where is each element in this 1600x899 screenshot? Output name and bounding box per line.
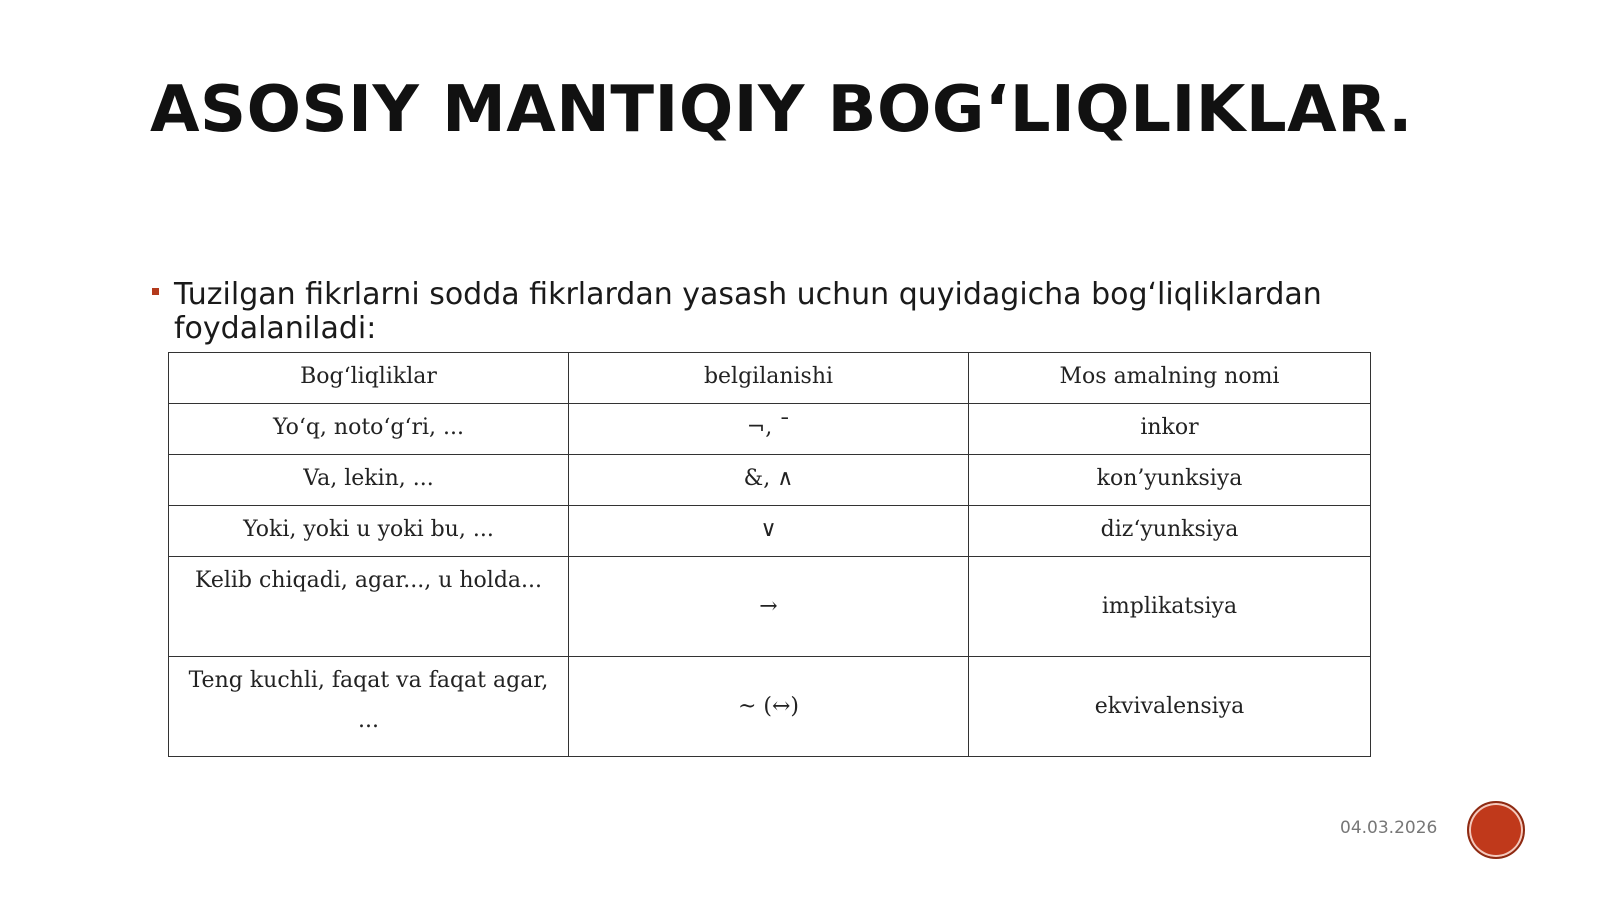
table-cell: implikatsiya — [969, 557, 1371, 657]
table-header-row — [169, 353, 1371, 404]
slide-title: ASOSIY MANTIQIY BOG‘LIQLIKLAR. — [150, 73, 1413, 147]
bullet-text: Tuzilgan fikrlarni sodda fikrlardan yasash uchun quyidagicha bog‘liqliklardan foydalaniladi: — [174, 277, 1322, 346]
table-cell: ~ (↔) — [569, 657, 969, 757]
table-cell: ¬, ¯ — [569, 404, 969, 455]
footer-date: 04.03.2026 — [1340, 818, 1438, 838]
bullet-item — [152, 278, 1402, 346]
table-cell: inkor — [969, 404, 1371, 455]
table-cell: Kelib chiqadi, agar..., u holda... — [169, 557, 569, 657]
table-cell: Teng kuchli, faqat va faqat agar, ... — [169, 657, 569, 757]
table-cell: Yo‘q, noto‘g‘ri, ... — [169, 404, 569, 455]
table-row — [169, 404, 1371, 455]
table-cell: &, ∧ — [569, 455, 969, 506]
connectives-table — [168, 352, 1371, 757]
table-cell: ∨ — [569, 506, 969, 557]
table-header-cell: belgilanishi — [569, 353, 969, 404]
bullet-marker-icon — [152, 288, 159, 295]
table-cell: Va, lekin, ... — [169, 455, 569, 506]
table-cell: Yoki, yoki u yoki bu, ... — [169, 506, 569, 557]
slide-number-circle — [1467, 801, 1525, 859]
table-row — [169, 455, 1371, 506]
table-cell: → — [569, 557, 969, 657]
connectives-table-wrapper — [168, 352, 1370, 757]
table-row — [169, 657, 1371, 757]
table-cell: ekvivalensiya — [969, 657, 1371, 757]
table-header-cell: Mos amalning nomi — [969, 353, 1371, 404]
table-row — [169, 557, 1371, 657]
table-row — [169, 506, 1371, 557]
table-cell: kon’yunksiya — [969, 455, 1371, 506]
table-header-cell: Bog‘liqliklar — [169, 353, 569, 404]
table-cell: diz‘yunksiya — [969, 506, 1371, 557]
